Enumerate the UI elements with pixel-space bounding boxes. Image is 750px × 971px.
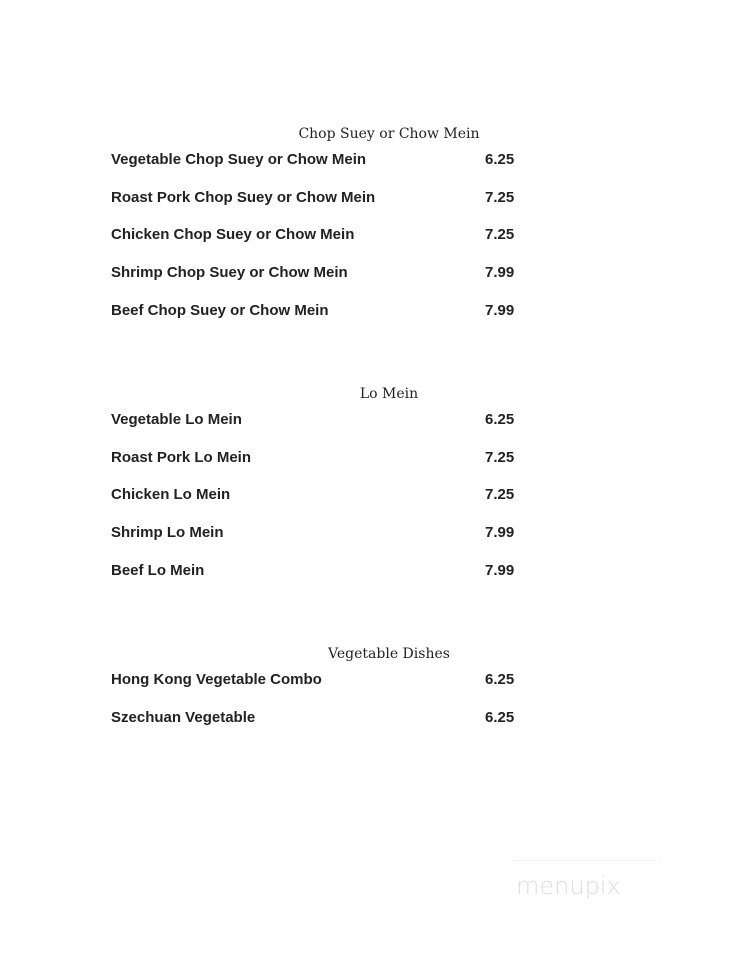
menu-item — [111, 410, 531, 448]
item-name: Chicken Lo Mein — [111, 486, 231, 504]
item-price: 6.25 — [485, 411, 515, 428]
item-price: 7.99 — [485, 264, 515, 282]
item-price: 7.99 — [485, 301, 515, 319]
menupix-watermark: menupix — [516, 872, 621, 900]
menu-item — [111, 225, 531, 263]
section-title: Lo Mein — [359, 386, 419, 402]
item-price: 7.25 — [485, 188, 515, 206]
item-price: 7.25 — [485, 486, 515, 504]
item-name: Shrimp Chop Suey or Chow Mein — [111, 264, 348, 282]
item-price: 7.25 — [485, 226, 515, 244]
item-name: Shrimp Lo Mein — [111, 524, 224, 542]
item-name: Chicken Chop Suey or Chow Mein — [111, 226, 355, 244]
menu-item — [111, 708, 531, 746]
item-name: Beef Lo Mein — [111, 561, 205, 579]
menu-item — [111, 523, 531, 561]
item-name: Vegetable Chop Suey or Chow Mein — [111, 151, 367, 168]
menu-item — [111, 188, 531, 226]
item-name: Roast Pork Chop Suey or Chow Mein — [111, 188, 376, 206]
item-price: 6.25 — [485, 708, 515, 726]
item-price: 6.25 — [485, 671, 515, 688]
item-name: Roast Pork Lo Mein — [111, 448, 252, 466]
menu-item — [111, 301, 531, 339]
item-price: 7.99 — [485, 524, 515, 542]
item-price: 7.25 — [485, 448, 515, 466]
section-title: Chop Suey or Chow Mein — [298, 126, 480, 142]
section-title: Vegetable Dishes — [328, 646, 450, 662]
item-name: Hong Kong Vegetable Combo — [111, 671, 322, 688]
menu-item — [111, 150, 531, 188]
item-name: Beef Chop Suey or Chow Mein — [111, 301, 329, 319]
menu-item — [111, 263, 531, 301]
menu-item — [111, 485, 531, 523]
item-name: Szechuan Vegetable — [111, 708, 256, 726]
menu-item — [111, 561, 531, 599]
menu-item — [111, 448, 531, 486]
item-price: 6.25 — [485, 151, 515, 168]
menu-item — [111, 670, 531, 708]
item-name: Vegetable Lo Mein — [111, 411, 242, 428]
item-price: 7.99 — [485, 561, 515, 579]
watermark-divider — [512, 860, 662, 861]
